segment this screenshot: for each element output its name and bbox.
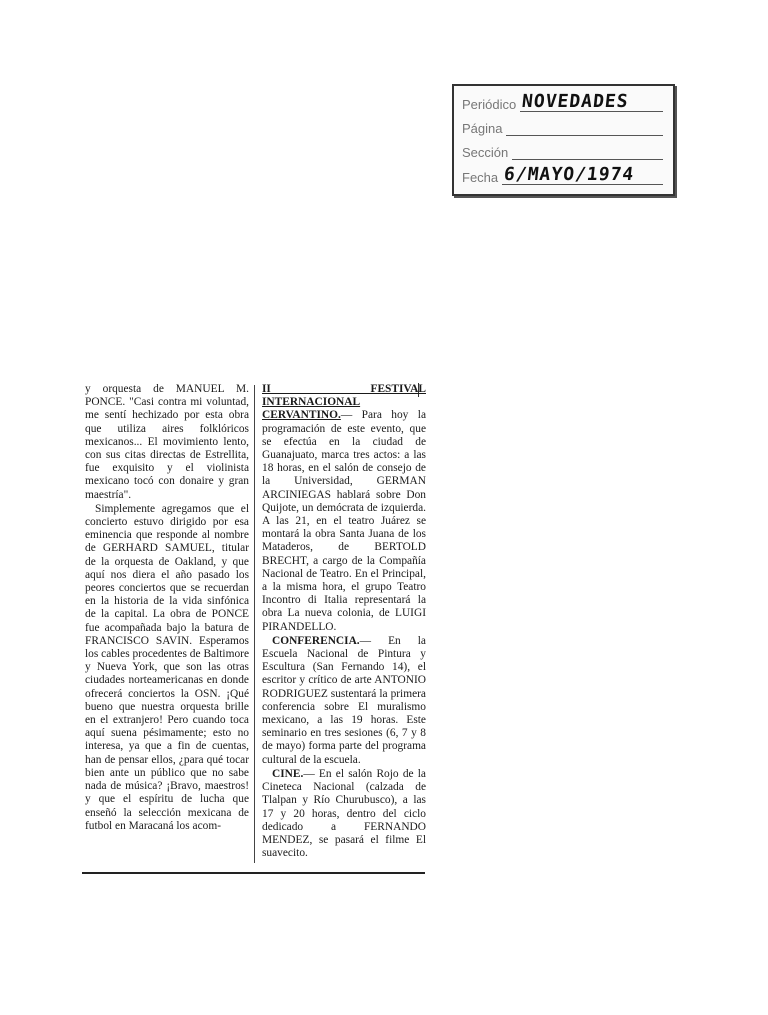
left-column	[85, 383, 249, 868]
left-paragraph-2: Simplemente agregamos que el concierto estuvo dirigido por esa eminencia que responde al nombre de GERHARD SAMUEL, titular de la orquesta de Oakland, y que aquí nos diera el año pasado los peores conciertos que se recuerdan en la historia de la vida sinfónica de la capital. La obra de PONCE fue acompañada bajo la batura de FRANCISCO SAVIN. Esperamos los cables procedentes de Baltimore y Nueva York, que son las otras ciudades norteamericanas en donde ofrecerá conciertos la OSN. ¡Qué bueno que nuestra orquesta brille en el extranjero! Pero cuando toca aquí suena pésimamente; esto no interesa, ya que a fin de cuentas, han de pensar ellos, ¿para qué tocar bien ante un público que no sabe nada de música? ¡Bravo, maestros! y que el espíritu de lucha que enseñó la selección mexicana de futbol en Maracaná los acom-	[85, 502, 249, 832]
column-divider	[254, 385, 255, 863]
stamp-row-seccion	[462, 140, 663, 160]
newspaper-clipping	[82, 383, 425, 882]
left-paragraph-1: y orquesta de MANUEL M. PONCE. "Casi contra mi voluntad, me sentí hechizado por esta obra que utiliza aires folklóricos mexicanos... El movimiento lento, con sus citas directas de Estrellita, fue exquisito y el violinista mexicano tocó con donaire y gran maestría".	[85, 383, 249, 501]
festival-heading: II FESTIVAL INTERNACIONAL CERVANTINO.	[262, 383, 426, 422]
stamp-label-periodico: Periódico	[462, 97, 517, 112]
stamp-row-fecha	[462, 165, 663, 185]
stamp-label-fecha: Fecha	[462, 170, 499, 185]
stamp-row-pagina	[462, 116, 663, 136]
conferencia-body: — En la Escuela Nacional de Pintura y Escultura (San Fernando 14), el escritor y crítico de arte ANTONIO RODRIGUEZ sustentará la primera conferencia sobre El muralismo mexicano, a las 19 horas. Este seminario en tres sesiones (6, 7 y 8 de mayo) forma parte del programa cultural de la escuela.	[262, 634, 426, 766]
cine-body: — En el salón Rojo de la Cineteca Nacional (calzada de Tlalpan y Río Churubusco), a las 17 y 20 horas, dentro del ciclo dedicado a FERNANDO MENDEZ, se pasará el filme El suavecito.	[262, 767, 426, 860]
stamp-value-fecha: 6/MAYO/1974	[503, 164, 636, 185]
right-column	[262, 383, 426, 868]
festival-body: — Para hoy la programación de este evento, que se efectúa en la ciudad de Guanajuato, marca tres actos: a las 18 horas, en el salón de consejo de la Universidad, GERMAN ARCINIEGAS hablará sobre Don Quijote, un demócrata de izquierda. A las 21, en el teatro Juárez se montará la obra Santa Juana de los Mataderos, de BERTOLD BRECHT, a cargo de la Compañía Nacional de Teatro. En el Principal, a la misma hora, el grupo Teatro Incontro di Italia representará la obra La nueva colonia, de LUIGI PIRANDELLO.	[262, 409, 426, 633]
stamp-row-periodico	[462, 92, 663, 112]
cine-heading: CINE.	[272, 767, 304, 780]
conferencia-heading: CONFERENCIA.	[272, 634, 360, 647]
festival-paragraph	[262, 383, 426, 634]
conferencia-paragraph	[262, 635, 426, 767]
archive-stamp	[452, 84, 675, 196]
bottom-rule	[82, 872, 425, 874]
stamp-label-pagina: Página	[462, 121, 503, 136]
cine-paragraph	[262, 768, 426, 860]
stamp-label-seccion: Sección	[462, 145, 509, 160]
stamp-value-periodico: NOVEDADES	[521, 91, 630, 112]
